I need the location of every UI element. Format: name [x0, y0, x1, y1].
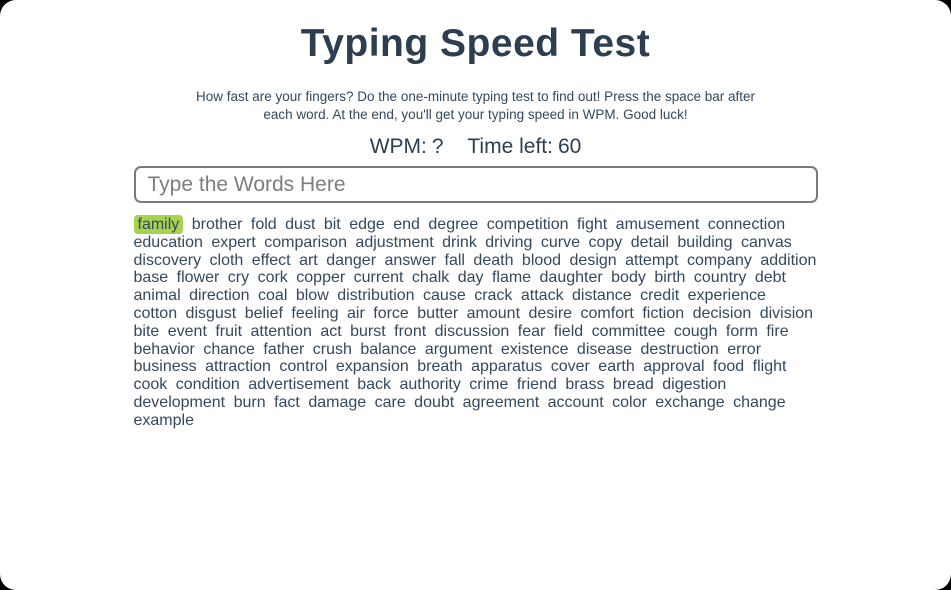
word: earth — [598, 358, 635, 376]
word: disease — [576, 340, 633, 358]
word: act — [320, 322, 342, 340]
word: blow — [295, 287, 329, 305]
word: fiction — [642, 304, 685, 322]
word-list — [134, 216, 818, 430]
word: condition — [175, 376, 240, 394]
word: doubt — [414, 393, 455, 411]
word: color — [612, 393, 647, 411]
word: cork — [257, 269, 288, 287]
word: flame — [491, 269, 532, 287]
word: expert — [211, 233, 256, 251]
word: end — [393, 216, 420, 233]
word: death — [473, 251, 514, 269]
word: expansion — [335, 358, 409, 376]
word: feeling — [291, 304, 339, 322]
word: cloth — [209, 251, 244, 269]
word: connection — [707, 216, 786, 233]
word: argument — [424, 340, 493, 358]
word: business — [133, 358, 197, 376]
wpm-stat — [370, 135, 444, 159]
word: credit — [640, 287, 680, 305]
word: exchange — [655, 393, 725, 411]
page-title: Typing Speed Test — [300, 22, 651, 65]
word: field — [553, 322, 584, 340]
word: discovery — [133, 251, 202, 269]
word: blood — [521, 251, 562, 269]
word: distance — [572, 287, 632, 305]
word: fold — [250, 216, 277, 233]
word: birth — [654, 269, 686, 287]
word: digestion — [662, 376, 727, 394]
time-left-label: Time left: — [467, 135, 553, 158]
word: canvas — [741, 233, 792, 251]
word: error — [727, 340, 762, 358]
word: fruit — [215, 322, 243, 340]
word: approval — [643, 358, 705, 376]
word: cotton — [133, 304, 178, 322]
word: addition — [760, 251, 817, 269]
word: damage — [308, 393, 367, 411]
word: crush — [312, 340, 352, 358]
word: cook — [133, 376, 168, 394]
word: chance — [203, 340, 255, 358]
word: answer — [384, 251, 437, 269]
word: authority — [399, 376, 461, 394]
typing-input[interactable] — [134, 166, 818, 203]
word: coal — [258, 287, 288, 305]
word: attempt — [625, 251, 679, 269]
word: crack — [474, 287, 513, 305]
word: fact — [274, 393, 300, 411]
word: burn — [233, 393, 266, 411]
word: comparison — [264, 233, 347, 251]
word: existence — [500, 340, 569, 358]
word: flight — [752, 358, 787, 376]
word: debt — [754, 269, 786, 287]
word: dust — [285, 216, 316, 233]
word: day — [457, 269, 484, 287]
word: apparatus — [471, 358, 543, 376]
word: development — [133, 393, 226, 411]
word: attack — [520, 287, 564, 305]
word: bite — [133, 322, 160, 340]
word: bread — [612, 376, 654, 394]
word: advertisement — [248, 376, 349, 394]
word: education — [133, 233, 203, 251]
word: distribution — [337, 287, 415, 305]
word: balance — [360, 340, 417, 358]
word: edge — [349, 216, 385, 233]
word: comfort — [580, 304, 634, 322]
word: air — [347, 304, 365, 322]
word: driving — [485, 233, 533, 251]
word: destruction — [640, 340, 719, 358]
word: desire — [528, 304, 573, 322]
word: body — [611, 269, 646, 287]
word: fire — [766, 322, 789, 340]
word: crime — [469, 376, 509, 394]
word: art — [299, 251, 318, 269]
word: country — [693, 269, 747, 287]
word: bit — [323, 216, 341, 233]
word: fear — [517, 322, 546, 340]
word: degree — [428, 216, 479, 233]
word: fall — [444, 251, 465, 269]
word: brother — [191, 216, 243, 233]
word: base — [133, 269, 169, 287]
wpm-label: WPM: — [369, 135, 427, 158]
word: cough — [673, 322, 718, 340]
word: cover — [550, 358, 590, 376]
current-word: family — [134, 215, 184, 234]
word: curve — [540, 233, 580, 251]
word: competition — [486, 216, 569, 233]
word: detail — [630, 233, 669, 251]
word: force — [373, 304, 409, 322]
word: brass — [565, 376, 605, 394]
word: copy — [588, 233, 623, 251]
word: decision — [692, 304, 752, 322]
word: experience — [687, 287, 766, 305]
word: current — [353, 269, 404, 287]
word: friend — [516, 376, 557, 394]
word: committee — [591, 322, 666, 340]
word: effect — [251, 251, 291, 269]
word: chalk — [411, 269, 450, 287]
time-left-value: 60 — [557, 135, 582, 158]
word: flower — [176, 269, 220, 287]
word: change — [733, 393, 786, 411]
word: danger — [326, 251, 377, 269]
word: event — [167, 322, 207, 340]
stats-bar — [134, 135, 818, 159]
word: copper — [296, 269, 346, 287]
word: amount — [466, 304, 521, 322]
word: division — [759, 304, 814, 322]
word: direction — [189, 287, 250, 305]
word: account — [547, 393, 604, 411]
word: form — [725, 322, 758, 340]
word: discussion — [434, 322, 510, 340]
word: belief — [244, 304, 283, 322]
word: cause — [423, 287, 466, 305]
word: father — [263, 340, 305, 358]
word: example — [133, 411, 194, 429]
word: behavior — [133, 340, 195, 358]
word: building — [677, 233, 733, 251]
word: amusement — [615, 216, 700, 233]
word: butter — [417, 304, 459, 322]
word: cry — [227, 269, 250, 287]
word: back — [357, 376, 391, 394]
content-column — [134, 0, 818, 430]
word: breath — [417, 358, 463, 376]
word: agreement — [462, 393, 540, 411]
word: attention — [250, 322, 312, 340]
time-left-stat — [467, 135, 581, 159]
word: animal — [133, 287, 181, 305]
word: disgust — [185, 304, 237, 322]
word: fight — [576, 216, 608, 233]
word: control — [279, 358, 328, 376]
word: food — [713, 358, 745, 376]
word: design — [569, 251, 617, 269]
word: burst — [350, 322, 386, 340]
word: front — [394, 322, 427, 340]
instructions-text: How fast are your fingers? Do the one-minute typing test to find out! Press the space bar after each word. At the end, you'll get your typing speed in WPM. Good luck! — [195, 89, 756, 122]
word: care — [374, 393, 406, 411]
word: daughter — [539, 269, 603, 287]
word: adjustment — [355, 233, 434, 251]
word: company — [686, 251, 752, 269]
word: drink — [442, 233, 477, 251]
word: attraction — [205, 358, 271, 376]
wpm-value: ? — [431, 135, 444, 158]
